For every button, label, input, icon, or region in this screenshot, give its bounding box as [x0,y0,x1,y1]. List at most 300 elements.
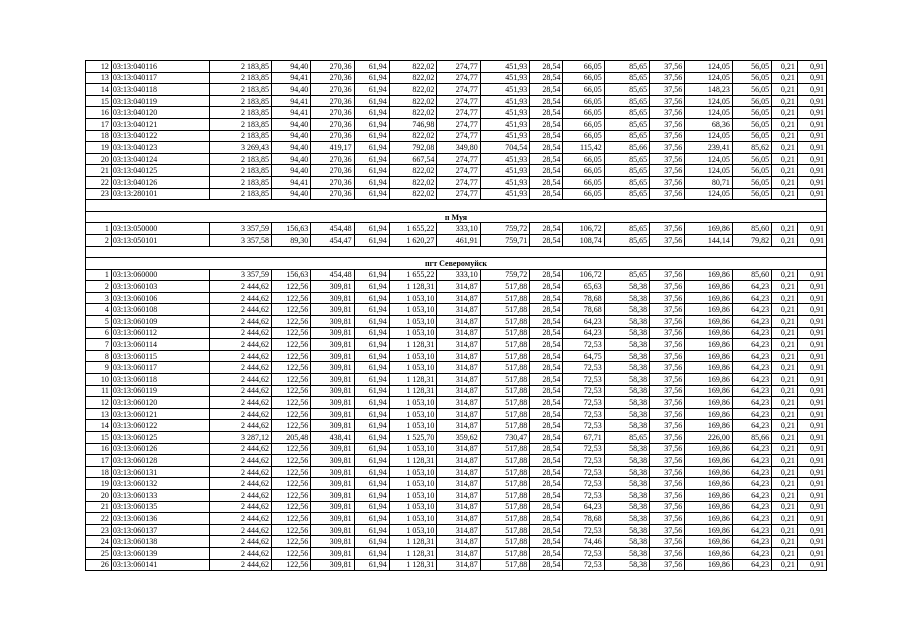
value-cell: 314,87 [437,489,480,501]
value-cell: 78,68 [563,513,604,525]
value-cell: 89,30 [272,234,311,246]
value-cell: 37,56 [650,547,685,559]
value-cell: 314,87 [437,420,480,432]
value-cell: 2 183,85 [210,165,272,177]
value-cell: 61,94 [354,118,389,130]
value-cell: 122,56 [272,408,311,420]
value-cell: 451,93 [480,118,530,130]
cadastral-code-cell: 03:13:040116 [111,61,209,73]
value-cell: 0,21 [772,397,798,409]
row-number-cell: 4 [86,304,112,316]
value-cell: 2 444,62 [210,350,272,362]
value-cell: 61,94 [354,547,389,559]
value-cell: 65,63 [563,281,604,293]
value-cell: 0,91 [797,281,826,293]
value-cell: 2 444,62 [210,374,272,386]
value-cell: 94,41 [272,107,311,119]
value-cell: 309,81 [311,513,354,525]
cadastral-code-cell: 03:13:060136 [111,513,209,525]
value-cell: 64,23 [563,316,604,328]
value-cell: 58,38 [604,397,649,409]
value-cell: 704,54 [480,142,530,154]
row-number-cell: 7 [86,339,112,351]
value-cell: 72,53 [563,339,604,351]
value-cell: 124,05 [685,165,733,177]
value-cell: 61,94 [354,362,389,374]
cadastral-code-cell: 03:13:060114 [111,339,209,351]
table-row [86,408,827,420]
value-cell: 270,36 [311,176,354,188]
value-cell: 64,23 [732,385,771,397]
value-cell: 451,93 [480,84,530,96]
value-cell: 85,65 [604,107,649,119]
value-cell: 0,21 [772,513,798,525]
table-row [86,281,827,293]
cadastral-code-cell: 03:13:060131 [111,466,209,478]
value-cell: 169,86 [685,547,733,559]
value-cell: 0,91 [797,513,826,525]
value-cell: 37,56 [650,536,685,548]
value-cell: 1 053,10 [389,489,437,501]
table-row [86,547,827,559]
value-cell: 0,21 [772,95,798,107]
value-cell: 309,81 [311,501,354,513]
value-cell: 1 128,31 [389,536,437,548]
value-cell: 0,21 [772,234,798,246]
value-cell: 37,56 [650,95,685,107]
value-cell: 94,40 [272,130,311,142]
value-cell: 0,91 [797,292,826,304]
value-cell: 1 655,22 [389,223,437,235]
value-cell: 85,65 [604,165,649,177]
value-cell: 0,91 [797,61,826,73]
value-cell: 1 053,10 [389,304,437,316]
value-cell: 28,54 [530,385,563,397]
value-cell: 822,02 [389,130,437,142]
row-number-cell: 13 [86,408,112,420]
value-cell: 274,77 [437,95,480,107]
value-cell: 85,65 [604,176,649,188]
value-cell: 517,88 [480,489,530,501]
table-row [86,339,827,351]
row-number-cell: 2 [86,281,112,293]
cadastral-code-cell: 03:13:050101 [111,234,209,246]
value-cell: 0,91 [797,385,826,397]
value-cell: 792,08 [389,142,437,154]
value-cell: 746,98 [389,118,437,130]
value-cell: 0,21 [772,408,798,420]
value-cell: 64,23 [732,281,771,293]
value-cell: 61,94 [354,420,389,432]
value-cell: 28,54 [530,165,563,177]
value-cell: 28,54 [530,95,563,107]
section-header-row [86,258,827,270]
value-cell: 274,77 [437,61,480,73]
value-cell: 74,46 [563,536,604,548]
table-row [86,304,827,316]
value-cell: 2 183,85 [210,95,272,107]
value-cell: 270,36 [311,107,354,119]
value-cell: 0,91 [797,142,826,154]
value-cell: 2 444,62 [210,466,272,478]
value-cell: 0,91 [797,223,826,235]
value-cell: 61,94 [354,489,389,501]
value-cell: 454,48 [311,223,354,235]
value-cell: 28,54 [530,513,563,525]
value-cell: 148,23 [685,84,733,96]
value-cell: 517,88 [480,501,530,513]
value-cell: 37,56 [650,304,685,316]
cadastral-code-cell: 03:13:060103 [111,281,209,293]
value-cell: 122,56 [272,292,311,304]
value-cell: 309,81 [311,316,354,328]
value-cell: 314,87 [437,339,480,351]
value-cell: 122,56 [272,397,311,409]
cadastral-code-cell: 03:13:040121 [111,118,209,130]
value-cell: 28,54 [530,397,563,409]
value-cell: 61,94 [354,513,389,525]
value-cell: 2 183,85 [210,72,272,84]
value-cell: 28,54 [530,339,563,351]
value-cell: 3 357,59 [210,269,272,281]
value-cell: 314,87 [437,304,480,316]
value-cell: 122,56 [272,327,311,339]
value-cell: 451,93 [480,130,530,142]
value-cell: 37,56 [650,559,685,571]
value-cell: 122,56 [272,501,311,513]
value-cell: 85,65 [604,153,649,165]
value-cell: 169,86 [685,420,733,432]
value-cell: 66,05 [563,72,604,84]
value-cell: 2 444,62 [210,362,272,374]
value-cell: 309,81 [311,559,354,571]
value-cell: 0,91 [797,350,826,362]
cadastral-code-cell: 03:13:040126 [111,176,209,188]
value-cell: 0,91 [797,327,826,339]
value-cell: 156,63 [272,269,311,281]
value-cell: 56,05 [732,165,771,177]
value-cell: 169,86 [685,478,733,490]
value-cell: 122,56 [272,513,311,525]
cadastral-code-cell: 03:13:060139 [111,547,209,559]
value-cell: 517,88 [480,350,530,362]
value-cell: 28,54 [530,362,563,374]
value-cell: 61,94 [354,72,389,84]
value-cell: 451,93 [480,95,530,107]
value-cell: 309,81 [311,524,354,536]
section-header-row [86,211,827,223]
value-cell: 0,91 [797,408,826,420]
value-cell: 2 444,62 [210,304,272,316]
value-cell: 122,56 [272,385,311,397]
row-number-cell: 11 [86,385,112,397]
value-cell: 66,05 [563,84,604,96]
value-cell: 0,21 [772,478,798,490]
value-cell: 822,02 [389,61,437,73]
row-number-cell: 12 [86,397,112,409]
value-cell: 2 183,85 [210,130,272,142]
row-number-cell: 20 [86,489,112,501]
value-cell: 64,23 [732,443,771,455]
value-cell: 37,56 [650,362,685,374]
value-cell: 37,56 [650,466,685,478]
table-row [86,234,827,246]
table-row [86,292,827,304]
value-cell: 517,88 [480,316,530,328]
row-number-cell: 19 [86,478,112,490]
cadastral-code-cell: 03:13:060128 [111,455,209,467]
value-cell: 517,88 [480,339,530,351]
value-cell: 270,36 [311,165,354,177]
value-cell: 37,56 [650,223,685,235]
value-cell: 309,81 [311,292,354,304]
value-cell: 72,53 [563,547,604,559]
row-number-cell: 6 [86,327,112,339]
value-cell: 0,91 [797,107,826,119]
value-cell: 64,23 [732,316,771,328]
value-cell: 169,86 [685,223,733,235]
value-cell: 124,05 [685,130,733,142]
value-cell: 122,56 [272,524,311,536]
spacer-cell [86,200,827,212]
value-cell: 72,53 [563,362,604,374]
value-cell: 122,56 [272,536,311,548]
value-cell: 0,91 [797,443,826,455]
value-cell: 28,54 [530,489,563,501]
value-cell: 58,38 [604,501,649,513]
value-cell: 94,40 [272,188,311,200]
row-number-cell: 21 [86,501,112,513]
value-cell: 3 269,43 [210,142,272,154]
value-cell: 314,87 [437,559,480,571]
table-row [86,478,827,490]
value-cell: 309,81 [311,374,354,386]
value-cell: 122,56 [272,362,311,374]
value-cell: 0,91 [797,455,826,467]
table-body [86,61,827,571]
value-cell: 517,88 [480,281,530,293]
value-cell: 314,87 [437,466,480,478]
cadastral-code-cell: 03:13:060119 [111,385,209,397]
value-cell: 66,05 [563,61,604,73]
value-cell: 37,56 [650,176,685,188]
value-cell: 1 128,31 [389,374,437,386]
value-cell: 124,05 [685,72,733,84]
value-cell: 0,91 [797,432,826,444]
cadastral-code-cell: 03:13:040122 [111,130,209,142]
value-cell: 66,05 [563,153,604,165]
value-cell: 94,40 [272,165,311,177]
value-cell: 314,87 [437,455,480,467]
cadastral-code-cell: 03:13:040125 [111,165,209,177]
value-cell: 37,56 [650,118,685,130]
value-cell: 58,38 [604,408,649,420]
value-cell: 274,77 [437,84,480,96]
value-cell: 0,21 [772,281,798,293]
value-cell: 58,38 [604,524,649,536]
value-cell: 0,91 [797,304,826,316]
value-cell: 2 183,85 [210,61,272,73]
cadastral-code-cell: 03:13:040120 [111,107,209,119]
row-number-cell: 1 [86,269,112,281]
value-cell: 122,56 [272,374,311,386]
value-cell: 0,21 [772,304,798,316]
value-cell: 28,54 [530,142,563,154]
row-number-cell: 15 [86,95,112,107]
value-cell: 309,81 [311,385,354,397]
value-cell: 451,93 [480,176,530,188]
value-cell: 169,86 [685,350,733,362]
value-cell: 309,81 [311,304,354,316]
value-cell: 28,54 [530,432,563,444]
value-cell: 37,56 [650,61,685,73]
value-cell: 169,86 [685,513,733,525]
value-cell: 451,93 [480,72,530,84]
value-cell: 28,54 [530,304,563,316]
value-cell: 451,93 [480,107,530,119]
value-cell: 37,56 [650,72,685,84]
value-cell: 1 128,31 [389,547,437,559]
value-cell: 0,91 [797,130,826,142]
value-cell: 1 128,31 [389,455,437,467]
table-row [86,501,827,513]
value-cell: 1 128,31 [389,559,437,571]
value-cell: 274,77 [437,130,480,142]
value-cell: 58,38 [604,281,649,293]
value-cell: 85,60 [732,223,771,235]
tariff-table-sheet [85,60,827,571]
value-cell: 0,21 [772,524,798,536]
cadastral-code-cell: 03:13:060125 [111,432,209,444]
value-cell: 0,21 [772,316,798,328]
value-cell: 28,54 [530,292,563,304]
value-cell: 115,42 [563,142,604,154]
value-cell: 274,77 [437,176,480,188]
value-cell: 94,40 [272,153,311,165]
value-cell: 205,48 [272,432,311,444]
value-cell: 730,47 [480,432,530,444]
value-cell: 314,87 [437,281,480,293]
value-cell: 309,81 [311,281,354,293]
value-cell: 58,38 [604,478,649,490]
value-cell: 72,53 [563,559,604,571]
cadastral-code-cell: 03:13:060108 [111,304,209,316]
value-cell: 61,94 [354,176,389,188]
value-cell: 94,41 [272,176,311,188]
value-cell: 72,53 [563,408,604,420]
value-cell: 122,56 [272,281,311,293]
value-cell: 0,91 [797,559,826,571]
value-cell: 64,23 [732,420,771,432]
value-cell: 2 444,62 [210,443,272,455]
value-cell: 85,65 [604,188,649,200]
value-cell: 2 444,62 [210,385,272,397]
value-cell: 66,05 [563,165,604,177]
value-cell: 2 183,85 [210,153,272,165]
value-cell: 61,94 [354,339,389,351]
value-cell: 66,05 [563,95,604,107]
row-number-cell: 13 [86,72,112,84]
value-cell: 37,56 [650,292,685,304]
table-row [86,165,827,177]
row-number-cell: 25 [86,547,112,559]
value-cell: 64,75 [563,350,604,362]
value-cell: 85,65 [604,223,649,235]
value-cell: 169,86 [685,362,733,374]
value-cell: 1 655,22 [389,269,437,281]
value-cell: 0,21 [772,269,798,281]
value-cell: 0,91 [797,84,826,96]
value-cell: 85,65 [604,234,649,246]
table-row [86,432,827,444]
value-cell: 28,54 [530,350,563,362]
table-row [86,118,827,130]
value-cell: 169,86 [685,397,733,409]
cadastral-code-cell: 03:13:060122 [111,420,209,432]
value-cell: 85,65 [604,118,649,130]
value-cell: 37,56 [650,350,685,362]
value-cell: 517,88 [480,443,530,455]
value-cell: 28,54 [530,72,563,84]
row-number-cell: 15 [86,432,112,444]
section-title: п Муя [86,211,827,223]
value-cell: 28,54 [530,374,563,386]
value-cell: 28,54 [530,455,563,467]
value-cell: 359,62 [437,432,480,444]
value-cell: 85,65 [604,61,649,73]
value-cell: 64,23 [732,466,771,478]
value-cell: 274,77 [437,188,480,200]
value-cell: 0,21 [772,84,798,96]
value-cell: 0,21 [772,374,798,386]
value-cell: 66,05 [563,176,604,188]
value-cell: 461,91 [437,234,480,246]
value-cell: 37,56 [650,489,685,501]
value-cell: 309,81 [311,489,354,501]
value-cell: 64,23 [732,455,771,467]
value-cell: 0,21 [772,466,798,478]
value-cell: 0,91 [797,165,826,177]
value-cell: 61,94 [354,374,389,386]
value-cell: 1 053,10 [389,466,437,478]
value-cell: 438,41 [311,432,354,444]
table-row [86,374,827,386]
value-cell: 58,38 [604,536,649,548]
value-cell: 94,41 [272,95,311,107]
value-cell: 66,05 [563,118,604,130]
row-number-cell: 9 [86,362,112,374]
value-cell: 309,81 [311,327,354,339]
value-cell: 37,56 [650,327,685,339]
value-cell: 61,94 [354,61,389,73]
cadastral-code-cell: 03:13:060126 [111,443,209,455]
cadastral-code-cell: 03:13:040124 [111,153,209,165]
value-cell: 239,41 [685,142,733,154]
value-cell: 517,88 [480,513,530,525]
value-cell: 2 444,62 [210,397,272,409]
row-number-cell: 21 [86,165,112,177]
value-cell: 61,94 [354,408,389,420]
value-cell: 28,54 [530,269,563,281]
value-cell: 58,38 [604,385,649,397]
value-cell: 169,86 [685,466,733,478]
value-cell: 0,21 [772,327,798,339]
value-cell: 517,88 [480,362,530,374]
row-number-cell: 22 [86,176,112,188]
value-cell: 2 444,62 [210,327,272,339]
value-cell: 0,21 [772,188,798,200]
row-number-cell: 18 [86,466,112,478]
